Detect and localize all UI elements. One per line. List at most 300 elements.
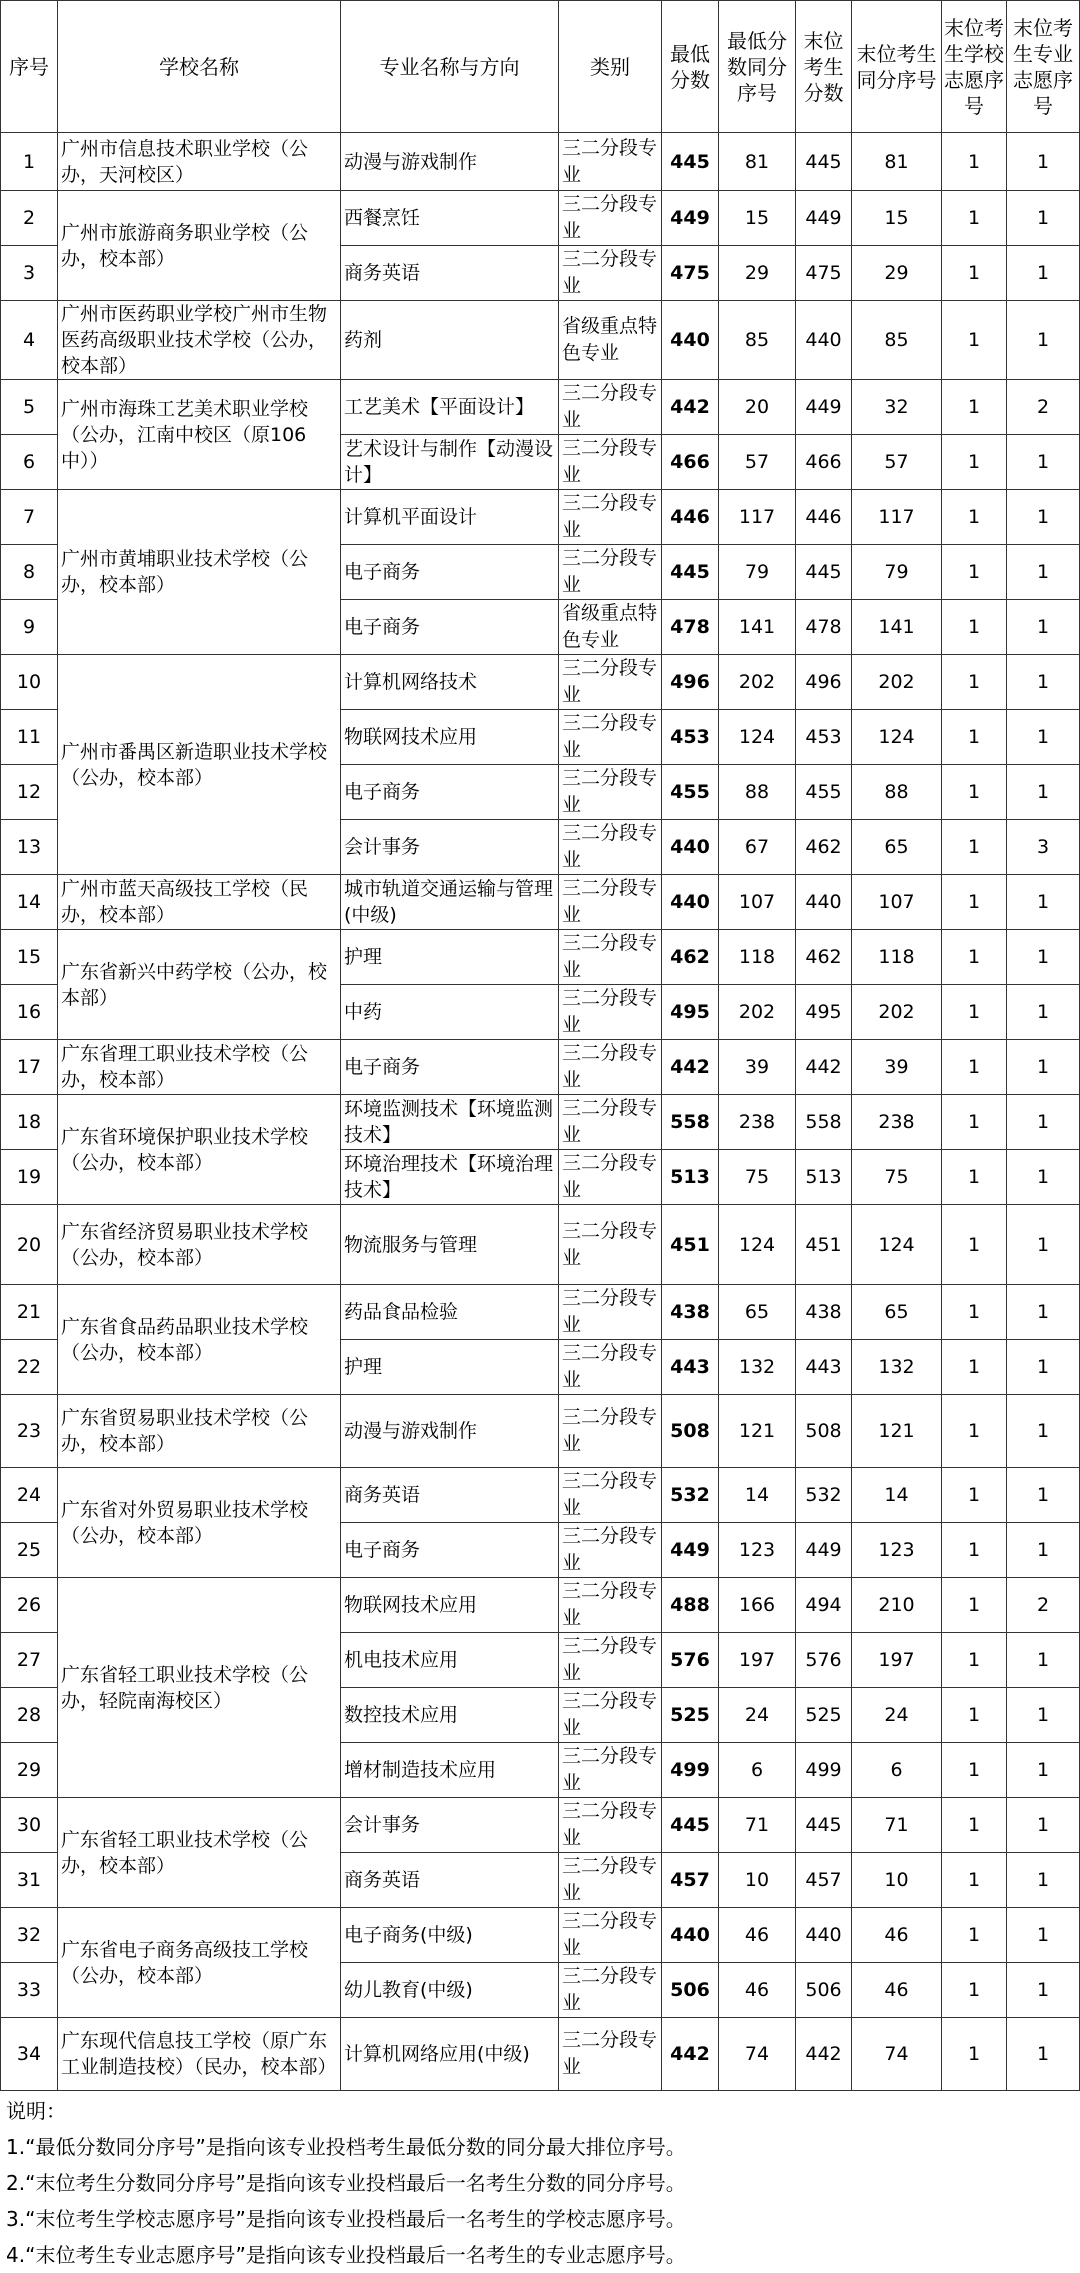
seq-cell: 23 [1,1395,58,1468]
school-pref-cell: 1 [942,1340,1007,1395]
school-pref-cell: 1 [942,490,1007,545]
school-name-cell: 广州市蓝天高级技工学校（民办，校本部） [58,875,341,930]
school-name-cell: 广州市信息技术职业学校（公办，天河校区） [58,133,341,191]
last-score-cell: 443 [796,1340,852,1395]
min-score-cell: 440 [662,875,719,930]
last-score-cell: 457 [796,1853,852,1908]
min-score-cell: 457 [662,1853,719,1908]
last-score-cell: 494 [796,1578,852,1633]
major-cell: 数控技术应用 [341,1688,559,1743]
min-score-cell: 525 [662,1688,719,1743]
last-rank-cell: 24 [852,1688,942,1743]
major-cell: 电子商务 [341,1040,559,1095]
seq-cell: 17 [1,1040,58,1095]
major-cell: 环境监测技术【环境监测技术】 [341,1095,559,1150]
min-score-cell: 499 [662,1743,719,1798]
table-row [1,2018,1080,2091]
major-pref-cell: 1 [1007,490,1080,545]
school-pref-cell: 1 [942,1908,1007,1963]
last-rank-cell: 46 [852,1908,942,1963]
school-pref-cell: 1 [942,191,1007,246]
last-rank-cell: 85 [852,301,942,380]
table-row [1,1798,1080,1853]
min-score-cell: 445 [662,1798,719,1853]
seq-cell: 13 [1,820,58,875]
type-cell: 三二分段专业 [559,1633,662,1688]
last-rank-cell: 57 [852,435,942,490]
table-row [1,1040,1080,1095]
school-pref-cell: 1 [942,820,1007,875]
min-rank-cell: 81 [719,133,796,191]
school-pref-cell: 1 [942,710,1007,765]
school-name-cell: 广东省轻工职业技术学校（公办，校本部） [58,1798,341,1908]
school-pref-cell: 1 [942,133,1007,191]
major-cell: 物联网技术应用 [341,710,559,765]
seq-cell: 21 [1,1285,58,1340]
major-cell: 环境治理技术【环境治理技术】 [341,1150,559,1205]
major-cell: 电子商务 [341,545,559,600]
last-score-cell: 440 [796,875,852,930]
major-pref-cell: 1 [1007,1150,1080,1205]
school-name-cell: 广州市黄埔职业技术学校（公办，校本部） [58,490,341,655]
min-rank-cell: 6 [719,1743,796,1798]
last-score-cell: 478 [796,600,852,655]
min-rank-cell: 24 [719,1688,796,1743]
last-score-cell: 576 [796,1633,852,1688]
major-cell: 物联网技术应用 [341,1578,559,1633]
last-rank-cell: 79 [852,545,942,600]
note-item: 1.“最低分数同分序号”是指向该专业投档考生最低分数的同分最大排位序号。 [6,2135,686,2159]
type-cell: 三二分段专业 [559,765,662,820]
last-rank-cell: 141 [852,600,942,655]
last-score-cell: 449 [796,1523,852,1578]
min-rank-cell: 75 [719,1150,796,1205]
school-name-cell: 广东省理工职业技术学校（公办，校本部） [58,1040,341,1095]
major-cell: 物流服务与管理 [341,1205,559,1285]
school-pref-cell: 1 [942,1095,1007,1150]
type-cell: 三二分段专业 [559,930,662,985]
school-pref-cell: 1 [942,1205,1007,1285]
min-rank-cell: 238 [719,1095,796,1150]
major-pref-cell: 2 [1007,380,1080,435]
type-cell: 三二分段专业 [559,1285,662,1340]
major-pref-cell: 1 [1007,1798,1080,1853]
header-min-rank: 最低分数同分序号 [719,1,796,133]
type-cell: 三二分段专业 [559,490,662,545]
major-cell: 电子商务(中级) [341,1908,559,1963]
min-score-cell: 455 [662,765,719,820]
school-name-cell: 广东省经济贸易职业技术学校（公办，校本部） [58,1205,341,1285]
last-rank-cell: 74 [852,2018,942,2091]
last-rank-cell: 124 [852,710,942,765]
school-pref-cell: 1 [942,930,1007,985]
min-rank-cell: 15 [719,191,796,246]
min-score-cell: 475 [662,246,719,301]
major-cell: 药剂 [341,301,559,380]
table-row [1,1395,1080,1468]
major-cell: 计算机网络应用(中级) [341,2018,559,2091]
note-item: 2.“末位考生分数同分序号”是指向该专业投档最后一名考生分数的同分序号。 [6,2171,686,2195]
last-rank-cell: 71 [852,1798,942,1853]
last-rank-cell: 32 [852,380,942,435]
school-pref-cell: 1 [942,1633,1007,1688]
min-score-cell: 440 [662,820,719,875]
school-pref-cell: 1 [942,1688,1007,1743]
min-rank-cell: 14 [719,1468,796,1523]
last-rank-cell: 10 [852,1853,942,1908]
table-row [1,1285,1080,1340]
table-row [1,1095,1080,1150]
min-score-cell: 506 [662,1963,719,2018]
min-rank-cell: 79 [719,545,796,600]
major-pref-cell: 1 [1007,246,1080,301]
type-cell: 三二分段专业 [559,1340,662,1395]
type-cell: 三二分段专业 [559,1040,662,1095]
school-name-cell: 广东省贸易职业技术学校（公办，校本部） [58,1395,341,1468]
major-cell: 电子商务 [341,765,559,820]
min-rank-cell: 202 [719,655,796,710]
seq-cell: 8 [1,545,58,600]
major-cell: 城市轨道交通运输与管理(中级) [341,875,559,930]
type-cell: 三二分段专业 [559,1853,662,1908]
last-rank-cell: 124 [852,1205,942,1285]
last-rank-cell: 14 [852,1468,942,1523]
type-cell: 三二分段专业 [559,2018,662,2091]
last-score-cell: 532 [796,1468,852,1523]
school-pref-cell: 1 [942,1395,1007,1468]
min-score-cell: 440 [662,1908,719,1963]
last-score-cell: 513 [796,1150,852,1205]
min-score-cell: 462 [662,930,719,985]
min-rank-cell: 202 [719,985,796,1040]
major-pref-cell: 2 [1007,1578,1080,1633]
type-cell: 三二分段专业 [559,1743,662,1798]
min-score-cell: 442 [662,1040,719,1095]
major-cell: 计算机平面设计 [341,490,559,545]
school-name-cell: 广东省食品药品职业技术学校（公办，校本部） [58,1285,341,1395]
type-cell: 三二分段专业 [559,1205,662,1285]
min-score-cell: 451 [662,1205,719,1285]
major-pref-cell: 1 [1007,1040,1080,1095]
major-cell: 电子商务 [341,1523,559,1578]
last-rank-cell: 65 [852,820,942,875]
last-score-cell: 499 [796,1743,852,1798]
major-pref-cell: 1 [1007,1205,1080,1285]
type-cell: 三二分段专业 [559,1578,662,1633]
min-rank-cell: 117 [719,490,796,545]
seq-cell: 3 [1,246,58,301]
table-header-row [1,1,1080,133]
last-score-cell: 445 [796,1798,852,1853]
min-rank-cell: 29 [719,246,796,301]
last-score-cell: 440 [796,1908,852,1963]
seq-cell: 12 [1,765,58,820]
major-cell: 幼儿教育(中级) [341,1963,559,2018]
min-score-cell: 449 [662,191,719,246]
school-pref-cell: 1 [942,1798,1007,1853]
min-score-cell: 466 [662,435,719,490]
last-rank-cell: 202 [852,655,942,710]
min-rank-cell: 121 [719,1395,796,1468]
major-pref-cell: 1 [1007,1963,1080,2018]
major-cell: 艺术设计与制作【动漫设计】 [341,435,559,490]
major-cell: 护理 [341,1340,559,1395]
seq-cell: 7 [1,490,58,545]
major-pref-cell: 1 [1007,1908,1080,1963]
major-pref-cell: 1 [1007,2018,1080,2091]
major-pref-cell: 1 [1007,1468,1080,1523]
major-pref-cell: 1 [1007,930,1080,985]
school-pref-cell: 1 [942,1743,1007,1798]
last-rank-cell: 15 [852,191,942,246]
type-cell: 三二分段专业 [559,1095,662,1150]
school-name-cell: 广东省电子商务高级技工学校（公办，校本部） [58,1908,341,2018]
last-score-cell: 442 [796,1040,852,1095]
major-cell: 商务英语 [341,246,559,301]
type-cell: 三二分段专业 [559,380,662,435]
seq-cell: 31 [1,1853,58,1908]
school-pref-cell: 1 [942,1468,1007,1523]
last-score-cell: 462 [796,820,852,875]
min-rank-cell: 124 [719,1205,796,1285]
header-major: 专业名称与方向 [341,1,559,133]
major-pref-cell: 1 [1007,1095,1080,1150]
table-row [1,655,1080,710]
table-row [1,930,1080,985]
seq-cell: 30 [1,1798,58,1853]
last-score-cell: 525 [796,1688,852,1743]
major-pref-cell: 1 [1007,191,1080,246]
min-rank-cell: 20 [719,380,796,435]
major-cell: 中药 [341,985,559,1040]
school-name-cell: 广东现代信息技工学校（原广东工业制造技校）（民办，校本部） [58,2018,341,2091]
seq-cell: 9 [1,600,58,655]
seq-cell: 4 [1,301,58,380]
major-pref-cell: 1 [1007,1743,1080,1798]
last-rank-cell: 121 [852,1395,942,1468]
min-score-cell: 445 [662,133,719,191]
major-cell: 西餐烹饪 [341,191,559,246]
major-pref-cell: 1 [1007,1633,1080,1688]
seq-cell: 11 [1,710,58,765]
last-rank-cell: 197 [852,1633,942,1688]
min-score-cell: 442 [662,2018,719,2091]
last-score-cell: 449 [796,191,852,246]
last-score-cell: 445 [796,133,852,191]
last-rank-cell: 88 [852,765,942,820]
min-score-cell: 443 [662,1340,719,1395]
min-rank-cell: 46 [719,1963,796,2018]
last-score-cell: 462 [796,930,852,985]
school-pref-cell: 1 [942,246,1007,301]
major-cell: 增材制造技术应用 [341,1743,559,1798]
type-cell: 三二分段专业 [559,133,662,191]
type-cell: 三二分段专业 [559,1468,662,1523]
last-score-cell: 445 [796,545,852,600]
last-rank-cell: 107 [852,875,942,930]
major-pref-cell: 1 [1007,301,1080,380]
seq-cell: 32 [1,1908,58,1963]
header-major-pref: 末位考生专业志愿序号 [1007,1,1080,133]
last-rank-cell: 118 [852,930,942,985]
type-cell: 三二分段专业 [559,820,662,875]
type-cell: 三二分段专业 [559,1688,662,1743]
major-pref-cell: 1 [1007,1395,1080,1468]
major-cell: 商务英语 [341,1853,559,1908]
major-pref-cell: 1 [1007,655,1080,710]
min-rank-cell: 88 [719,765,796,820]
last-score-cell: 451 [796,1205,852,1285]
seq-cell: 25 [1,1523,58,1578]
school-pref-cell: 1 [942,380,1007,435]
seq-cell: 14 [1,875,58,930]
school-name-cell: 广东省轻工职业技术学校（公办，轻院南海校区） [58,1578,341,1798]
school-pref-cell: 1 [942,1285,1007,1340]
min-rank-cell: 107 [719,875,796,930]
seq-cell: 5 [1,380,58,435]
major-pref-cell: 1 [1007,600,1080,655]
min-score-cell: 508 [662,1395,719,1468]
min-rank-cell: 74 [719,2018,796,2091]
table-row [1,133,1080,191]
school-pref-cell: 1 [942,1523,1007,1578]
seq-cell: 2 [1,191,58,246]
min-rank-cell: 67 [719,820,796,875]
school-pref-cell: 1 [942,435,1007,490]
min-score-cell: 576 [662,1633,719,1688]
table-row [1,1908,1080,1963]
min-score-cell: 442 [662,380,719,435]
last-rank-cell: 238 [852,1095,942,1150]
last-rank-cell: 123 [852,1523,942,1578]
school-pref-cell: 1 [942,1963,1007,2018]
school-name-cell: 广东省环境保护职业技术学校（公办，校本部） [58,1095,341,1205]
school-name-cell: 广州市番禺区新造职业技术学校（公办，校本部） [58,655,341,875]
major-pref-cell: 1 [1007,1853,1080,1908]
type-cell: 三二分段专业 [559,985,662,1040]
min-rank-cell: 10 [719,1853,796,1908]
header-last-score: 末位考生分数 [796,1,852,133]
note-item: 4.“末位考生专业志愿序号”是指向该专业投档最后一名考生的专业志愿序号。 [6,2243,686,2267]
min-score-cell: 446 [662,490,719,545]
major-cell: 计算机网络技术 [341,655,559,710]
min-score-cell: 532 [662,1468,719,1523]
type-cell: 三二分段专业 [559,1150,662,1205]
seq-cell: 16 [1,985,58,1040]
last-rank-cell: 65 [852,1285,942,1340]
school-pref-cell: 1 [942,545,1007,600]
seq-cell: 6 [1,435,58,490]
major-cell: 会计事务 [341,1798,559,1853]
major-cell: 工艺美术【平面设计】 [341,380,559,435]
school-name-cell: 广州市医药职业学校广州市生物医药高级职业技术学校（公办，校本部） [58,301,341,380]
header-min-score: 最低分数 [662,1,719,133]
last-score-cell: 453 [796,710,852,765]
min-rank-cell: 197 [719,1633,796,1688]
min-score-cell: 438 [662,1285,719,1340]
table-row [1,1578,1080,1633]
last-score-cell: 446 [796,490,852,545]
major-cell: 商务英语 [341,1468,559,1523]
seq-cell: 27 [1,1633,58,1688]
seq-cell: 28 [1,1688,58,1743]
major-pref-cell: 1 [1007,545,1080,600]
school-pref-cell: 1 [942,301,1007,380]
last-score-cell: 475 [796,246,852,301]
major-pref-cell: 1 [1007,1285,1080,1340]
notes-section [0,2091,1080,2273]
type-cell: 三二分段专业 [559,1523,662,1578]
min-rank-cell: 118 [719,930,796,985]
last-score-cell: 440 [796,301,852,380]
min-rank-cell: 124 [719,710,796,765]
table-row [1,191,1080,246]
note-item: 3.“末位考生学校志愿序号”是指向该专业投档最后一名考生的学校志愿序号。 [6,2207,686,2231]
major-pref-cell: 1 [1007,710,1080,765]
last-score-cell: 495 [796,985,852,1040]
last-rank-cell: 75 [852,1150,942,1205]
major-pref-cell: 1 [1007,875,1080,930]
school-pref-cell: 1 [942,600,1007,655]
notes-title: 说明： [6,2099,66,2123]
school-pref-cell: 1 [942,1578,1007,1633]
type-cell: 省级重点特色专业 [559,301,662,380]
school-pref-cell: 1 [942,1853,1007,1908]
min-rank-cell: 166 [719,1578,796,1633]
school-pref-cell: 1 [942,1150,1007,1205]
school-name-cell: 广州市海珠工艺美术职业学校（公办，江南中校区（原106中）） [58,380,341,490]
last-rank-cell: 81 [852,133,942,191]
last-score-cell: 466 [796,435,852,490]
last-score-cell: 455 [796,765,852,820]
last-score-cell: 449 [796,380,852,435]
seq-cell: 19 [1,1150,58,1205]
seq-cell: 33 [1,1963,58,2018]
seq-cell: 29 [1,1743,58,1798]
min-rank-cell: 85 [719,301,796,380]
school-pref-cell: 1 [942,765,1007,820]
major-pref-cell: 1 [1007,765,1080,820]
school-pref-cell: 1 [942,655,1007,710]
seq-cell: 24 [1,1468,58,1523]
type-cell: 三二分段专业 [559,710,662,765]
last-score-cell: 508 [796,1395,852,1468]
header-seq: 序号 [1,1,58,133]
min-rank-cell: 39 [719,1040,796,1095]
table-row [1,490,1080,545]
seq-cell: 10 [1,655,58,710]
min-rank-cell: 123 [719,1523,796,1578]
table-row [1,875,1080,930]
table-row [1,1205,1080,1285]
min-rank-cell: 71 [719,1798,796,1853]
header-school-pref: 末位考生学校志愿序号 [942,1,1007,133]
school-pref-cell: 1 [942,985,1007,1040]
header-type: 类别 [559,1,662,133]
type-cell: 三二分段专业 [559,1963,662,2018]
min-rank-cell: 132 [719,1340,796,1395]
type-cell: 三二分段专业 [559,1908,662,1963]
seq-cell: 20 [1,1205,58,1285]
min-rank-cell: 46 [719,1908,796,1963]
major-pref-cell: 1 [1007,435,1080,490]
last-score-cell: 438 [796,1285,852,1340]
major-pref-cell: 1 [1007,133,1080,191]
last-rank-cell: 29 [852,246,942,301]
header-school: 学校名称 [58,1,341,133]
last-score-cell: 442 [796,2018,852,2091]
major-cell: 机电技术应用 [341,1633,559,1688]
